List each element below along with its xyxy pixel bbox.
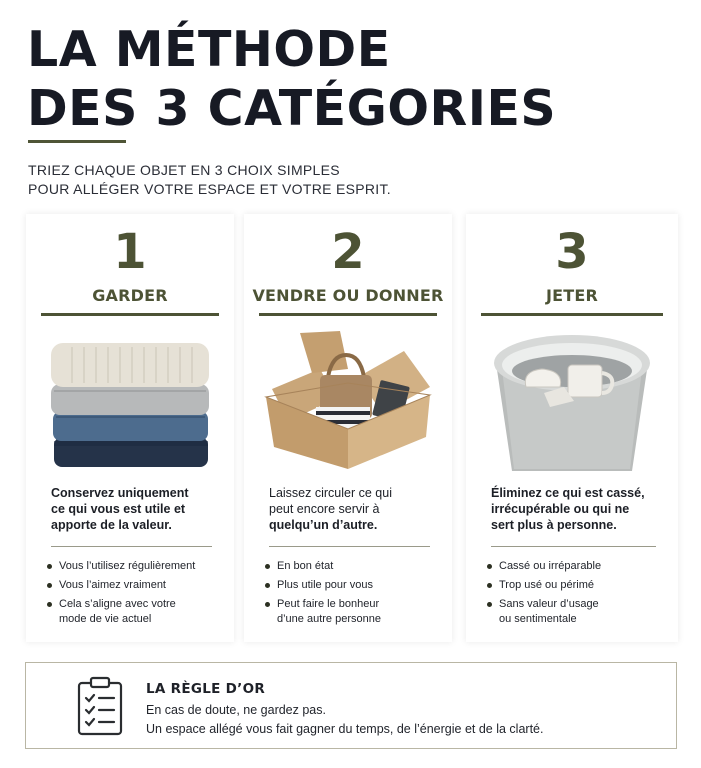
criteria-item (47, 597, 226, 627)
criteria-list (47, 559, 226, 631)
trash-bin-image (482, 329, 662, 472)
description-line: quelqu’un d’autre. (269, 518, 378, 532)
criteria-item (487, 578, 670, 593)
description-line: sert plus à personne. (491, 518, 617, 532)
category-description (269, 485, 440, 533)
page-title (27, 20, 556, 138)
category-card-vendre-ou-donner (244, 214, 452, 642)
category-divider (259, 313, 437, 316)
golden-rule-line-2: Un espace allégé vous fait gagner du temps, de l’énergie et de la clarté. (146, 722, 544, 736)
description-line: ce qui vous est utile et (51, 502, 186, 516)
criteria-text: mode de vie actuel (59, 613, 152, 625)
criteria-list (265, 559, 444, 631)
category-description (491, 485, 666, 533)
criteria-text: Sans valeur d’usage (499, 598, 599, 610)
golden-rule-title: LA RÈGLE D’OR (146, 681, 266, 697)
category-title: VENDRE OU DONNER (252, 286, 444, 305)
criteria-item (487, 559, 670, 574)
description-divider (269, 546, 430, 547)
criteria-item (265, 597, 444, 627)
criteria-text: En bon état (277, 560, 334, 572)
criteria-list (487, 559, 670, 631)
category-divider (481, 313, 663, 316)
category-card-jeter (466, 214, 678, 642)
criteria-item (265, 578, 444, 593)
golden-rule-line-1: En cas de doute, ne gardez pas. (146, 703, 326, 717)
category-number: 2 (331, 224, 365, 280)
criteria-text: Vous l’aimez vraiment (59, 579, 166, 591)
category-divider (41, 313, 219, 316)
criteria-text: Plus utile pour vous (277, 579, 373, 591)
category-number: 1 (113, 224, 147, 280)
criteria-text: Vous l’utilisez régulièrement (59, 560, 196, 572)
title-line-1: LA MÉTHODE (27, 21, 391, 78)
description-line: Éliminez ce qui est cassé, (491, 486, 645, 500)
golden-rule-box (25, 662, 677, 749)
criteria-item (47, 559, 226, 574)
criteria-item (47, 578, 226, 593)
criteria-text: Trop usé ou périmé (499, 579, 594, 591)
description-line: Laissez circuler ce qui (269, 486, 392, 500)
description-line: irrécupérable ou qui ne (491, 502, 630, 516)
category-number: 3 (555, 224, 589, 280)
title-line-2: DES 3 CATÉGORIES (27, 80, 557, 137)
subtitle-line-2: POUR ALLÉGER VOTRE ESPACE ET VOTRE ESPRIT. (28, 181, 391, 197)
subtitle-line-1: TRIEZ CHAQUE OBJET EN 3 CHOIX SIMPLES (28, 162, 340, 178)
category-card-garder (26, 214, 234, 642)
clipboard-checklist-icon (76, 676, 124, 736)
criteria-text: Peut faire le bonheur (277, 598, 380, 610)
criteria-text: d’une autre personne (277, 613, 381, 625)
cardboard-box-image (260, 329, 436, 472)
title-divider (28, 140, 126, 143)
description-divider (491, 546, 656, 547)
description-line: Conservez uniquement (51, 486, 189, 500)
criteria-text: Cassé ou irréparable (499, 560, 602, 572)
category-title: JETER (545, 286, 599, 305)
criteria-text: ou sentimentale (499, 613, 577, 625)
folded-sweaters-image (42, 329, 218, 472)
criteria-item (265, 559, 444, 574)
category-title: GARDER (92, 286, 168, 305)
criteria-text: Cela s’aligne avec votre (59, 598, 176, 610)
subtitle (28, 161, 391, 199)
description-divider (51, 546, 212, 547)
description-line: peut encore servir à (269, 502, 380, 516)
criteria-item (487, 597, 670, 627)
category-description (51, 485, 222, 533)
description-line: apporte de la valeur. (51, 518, 172, 532)
